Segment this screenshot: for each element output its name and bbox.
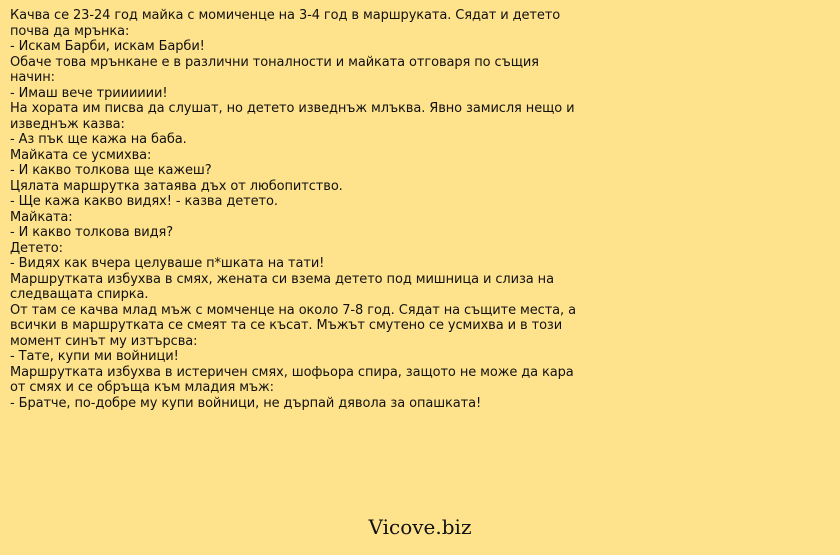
joke-line: Качва се 23-24 год майка с момиченце на 3-4 год в маршруката. Сядат и детето почва да мрънка: (10, 8, 561, 39)
joke-line: - Искам Барби, искам Барби! (10, 39, 205, 54)
joke-line: Обаче това мрънкане е в различни тоналности и майката отговаря по същия начин: (10, 54, 539, 85)
joke-line: На хората им писва да слушат, но детето изведнъж млъква. Явно замисля нещо и изведнъж казва: (10, 101, 575, 132)
joke-line: - И какво толкова видя? (10, 225, 174, 240)
joke-line: Маршрутката избухва в смях, жената си взема детето под мишница и слиза на следващата спирка. (10, 271, 554, 302)
joke-line: - Аз пък ще кажа на баба. (10, 132, 187, 147)
joke-line: Майката се усмихва: (10, 147, 152, 163)
joke-text (10, 8, 580, 411)
joke-line: - Имаш вече трииииии! (10, 85, 168, 101)
joke-line: - Видях как вчера целуваше п*шката на тати! (10, 256, 325, 271)
joke-line: От там се качва млад мъж с момченце на около 7-8 год. Сядат на същите места, а всички в маршрутката се смеят та се късат. Мъжът смутено се усмихва и в този момент синът му изтърсва: (10, 302, 576, 349)
joke-line: Детето: (10, 240, 63, 256)
joke-line: Майката: (10, 209, 73, 225)
joke-line: - Тате, купи ми войници! (10, 349, 179, 364)
joke-line: - Ще кажа какво видях! - казва детето. (10, 194, 278, 209)
site-brand: Vicove.biz (368, 515, 472, 539)
joke-line: Маршрутката избухва в истеричен смях, шофьора спира, защото не може да кара от смях и се обръща към младия мъж: (10, 364, 574, 395)
joke-line: Цялата маршрутка затаява дъх от любопитство. (10, 178, 343, 194)
joke-line: - Братче, по-добре му купи войници, не дърпай дявола за опашката! (10, 395, 482, 411)
joke-line: - И какво толкова ще кажеш? (10, 163, 212, 178)
